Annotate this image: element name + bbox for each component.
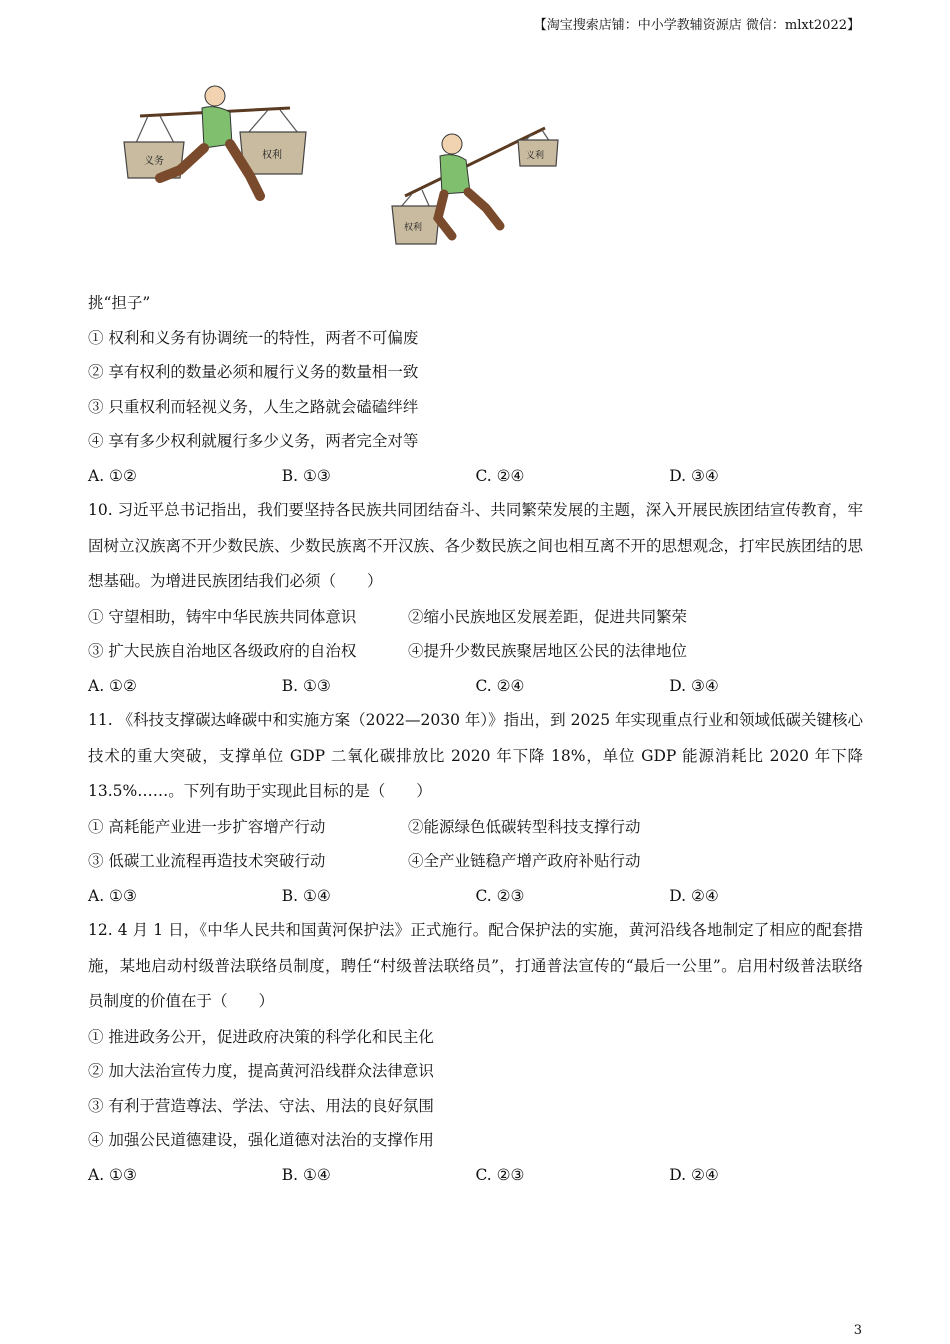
option-c: C. ②④ [475, 466, 525, 485]
option-d: D. ③④ [669, 466, 719, 485]
answer-options [88, 459, 863, 494]
option-c: C. ②③ [475, 1165, 525, 1184]
statement: ②缩小民族地区发展差距，促进共同繁荣 [408, 607, 688, 626]
statement: ④全产业链稳产增产政府补贴行动 [408, 852, 641, 870]
statement: ① 高耗能产业进一步扩容增产行动 [88, 817, 326, 836]
statement: ④提升少数民族聚居地区公民的法律地位 [408, 642, 688, 660]
option-d: D. ②④ [669, 886, 719, 905]
question-11-stem: 11. 《科技支撑碳达峰碳中和实施方案（2022—2030 年）》指出，到 2025 年实现重点行业和领域低碳关键核心技术的重大突破，支撑单位 GDP 二氧化碳排放比 2020 年下降 18%，单位 GDP 能源消耗比 2020 年下降 13.5%……。下列有助于实现此目标的是（ ） [88, 711, 863, 800]
statement: ① 守望相助，铸牢中华民族共同体意识 [88, 607, 357, 626]
statement: ② 加大法治宣传力度，提高黄河沿线群众法律意识 [88, 1062, 434, 1080]
statement-row [88, 634, 863, 669]
basket-label: 义利 [526, 151, 545, 161]
statement: ① 权利和义务有协调统一的特性，两者不可偏废 [88, 328, 419, 347]
carrying-pole-illustration [100, 78, 580, 258]
answer-options [88, 879, 863, 914]
statement-row [88, 810, 863, 845]
statement: ① 推进政务公开，促进政府决策的科学化和民主化 [88, 1027, 434, 1046]
page-number: 3 [853, 1323, 862, 1338]
option-d: D. ③④ [669, 676, 719, 695]
statement: ③ 只重权利而轻视义务，人生之路就会磕磕绊绊 [88, 397, 419, 416]
option-c: C. ②③ [475, 886, 525, 905]
basket-label: 义务 [144, 156, 164, 167]
question-12-stem: 12. 4 月 1 日，《中华人民共和国黄河保护法》正式施行。配合保护法的实施，黄河沿线各地制定了相应的配套措施，某地启动村级普法联络员制度，聘任“村级普法联络员”，打通普法宣传的“最后一公里”。启用村级普法联络员制度的价值在于（ ） [88, 921, 863, 1010]
statement-row [88, 844, 863, 879]
statement: ④ 加强公民道德建设，强化道德对法治的支撑作用 [88, 1131, 434, 1149]
option-a: A. ①② [88, 676, 137, 695]
statement: ③ 低碳工业流程再造技术突破行动 [88, 852, 326, 870]
option-d: D. ②④ [669, 1165, 719, 1184]
statement: ③ 有利于营造尊法、学法、守法、用法的良好氛围 [88, 1096, 434, 1115]
option-a: A. ①③ [88, 886, 137, 905]
option-a: A. ①② [88, 466, 137, 485]
question-content [88, 286, 863, 1192]
option-b: B. ①④ [281, 886, 331, 905]
statement: ② 享有权利的数量必须和履行义务的数量相一致 [88, 363, 419, 381]
option-b: B. ①③ [281, 676, 331, 695]
illustration-caption: 挑“担子” [88, 294, 151, 312]
right-figure [392, 128, 558, 244]
statement: ③ 扩大民族自治地区各级政府的自治权 [88, 642, 357, 660]
left-figure [124, 86, 306, 196]
page-header: 【淘宝搜索店铺：中小学教辅资源店 微信：mlxt2022】 [533, 18, 860, 33]
question-10-stem: 10. 习近平总书记指出，我们要坚持各民族共同团结奋斗、共同繁荣发展的主题，深入开展民族团结宣传教育，牢固树立汉族离不开少数民族、少数民族离不开汉族、各少数民族之间也相互离不开的思想观念，打牢民族团结的思想基础。为增进民族团结我们必须（ ） [88, 501, 864, 590]
option-c: C. ②④ [475, 676, 525, 695]
basket-label: 权利 [404, 223, 423, 233]
option-b: B. ①③ [281, 466, 331, 485]
statement-row [88, 600, 863, 635]
answer-options [88, 1158, 863, 1193]
answer-options [88, 669, 863, 704]
option-a: A. ①③ [88, 1165, 137, 1184]
option-b: B. ①④ [281, 1165, 331, 1184]
statement: ②能源绿色低碳转型科技支撑行动 [408, 817, 641, 836]
basket-label: 权利 [262, 150, 282, 161]
statement: ④ 享有多少权利就履行多少义务，两者完全对等 [88, 432, 419, 450]
